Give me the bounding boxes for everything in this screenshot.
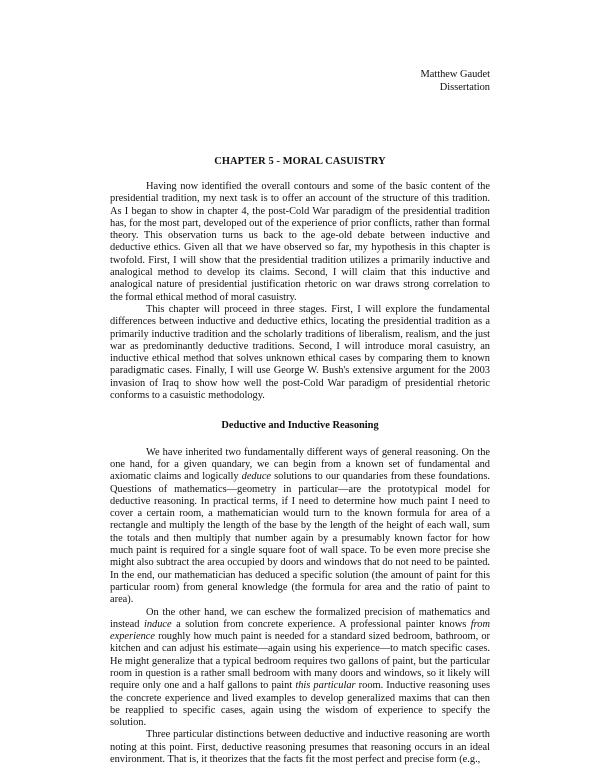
chapter-title: CHAPTER 5 - MORAL CASUISTRY bbox=[214, 156, 386, 167]
section-heading: Deductive and Inductive Reasoning bbox=[221, 420, 379, 432]
paragraph: Three particular distinctions between deductive and inductive reasoning are worth noting at this point. First, deductive reasoning presumes that reasoning occurs in an ideal environment. That is, it theorizes that the facts fit the most perfect and precise form (e.g., bbox=[110, 729, 490, 766]
running-header bbox=[420, 68, 490, 94]
paragraph: Having now identified the overall contours and some of the basic content of the presidential tradition, my next task is to offer an account of the structure of this tradition. As I began to show in chapter 4, the post-Cold War paradigm of the presidential tradition has, for the most part, developed out of the experience of prior conflicts, rather than formal theory. This observation turns us back to the age-old debate between inductive and deductive ethics. Given all that we have observed so far, my hypothesis in this chapter is twofold. First, I will show that the presidential tradition utilizes a primarily inductive and analogical method to develop its claims. Second, I will claim that this inductive and analogical nature of presidential justification rhetoric on war draws strong correlation to the formal ethical method of moral casuistry. bbox=[110, 181, 490, 303]
paragraph: On the other hand, we can eschew the formalized precision of mathematics and instead induce a solution from concrete experience. A professional painter knows from experience roughly how much paint is needed for a standard sized bedroom, bathroom, or kitchen and can adjust his estimate—again using his experience—to match specific cases. He might generalize that a typical bedroom requires two gallons of paint, but the particular room in question is a rather small bedroom with many doors and windows, so it likely will require only one and a half gallons to paint this particular room. Inductive reasoning uses the concrete experience and lived examples to develop generalized maxims that can then be reapplied to specific cases, again using the wisdom of experience to specify the solution. bbox=[110, 606, 491, 729]
paragraph: This chapter will proceed in three stages. First, I will explore the fundamental differences between inductive and deductive ethics, locating the presidential tradition as a primarily inductive tradition and the scholarly traditions of liberalism, realism, and the just war as predominantly deductive traditions. Second, I will introduce moral casuistry, an inductive ethical method that solves unknown ethical cases by comparing them to known paradigmatic cases. Finally, I will use George W. Bush's extensive argument for the 2003 invasion of Iraq to show how well the post-Cold War paradigm of presidential rhetoric conforms to a casuistic methodology. bbox=[110, 303, 490, 402]
body-text bbox=[110, 181, 490, 766]
header-author: Matthew Gaudet bbox=[420, 69, 490, 80]
emphasis: this particular bbox=[295, 680, 356, 692]
emphasis: from experience bbox=[110, 618, 491, 643]
emphasis: deduce bbox=[241, 471, 272, 483]
header-doc-type: Dissertation bbox=[439, 82, 490, 93]
emphasis: induce bbox=[143, 618, 172, 630]
paragraph: We have inherited two fundamentally different ways of general reasoning. On the one hand, for a given quandary, we can begin from a known set of fundamental and axiomatic claims and logically deduce solutions to our quandaries from these foundations. Questions of mathematics—geometry in particular—are the prototypical model for deductive reasoning. In practical terms, if I need to determine how much paint I need to cover a certain room, a mathematician would turn to the known formula for area of a rectangle and multiply the length of the base by the length of the height of each wall, sum the totals and then multiply that number again by a presumably known factor for how much paint is required for a single square foot of wall space. To be even more precise she might also subtract the area occupied by doors and windows that do not need to be painted. In the end, our mathematician has deduced a specific solution (the amount of paint for this particular room) from general knowledge (the formula for area and the ratio of paint to area). bbox=[110, 446, 491, 606]
